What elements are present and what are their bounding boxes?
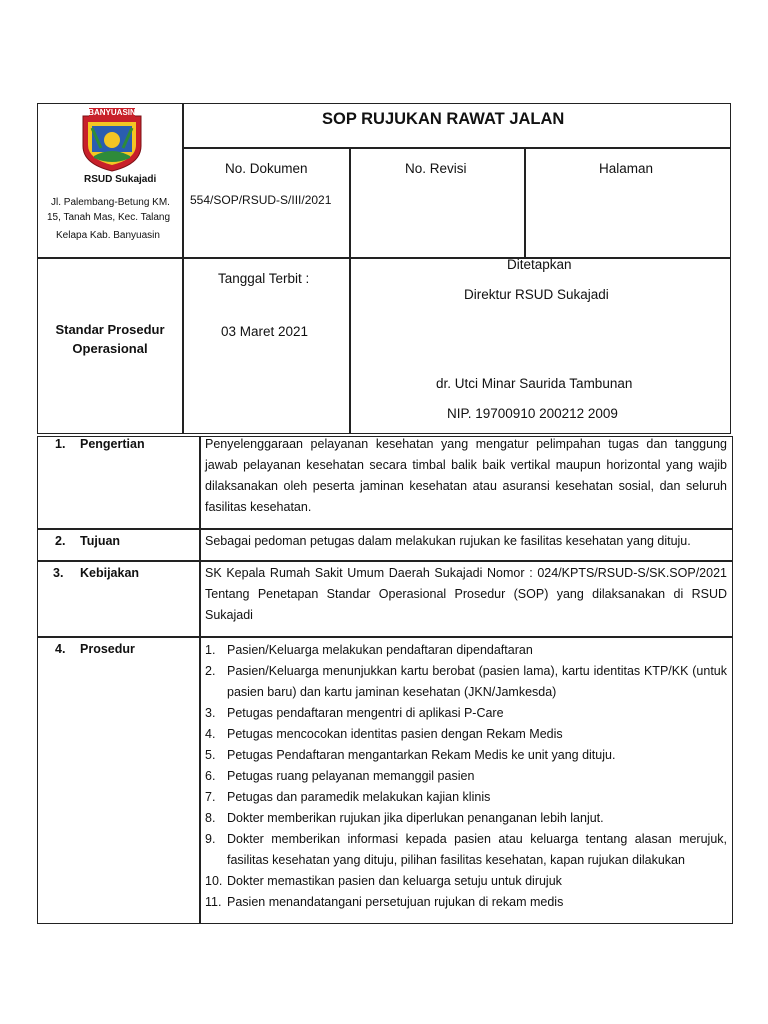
section-label-prosedur: Prosedur: [80, 642, 135, 656]
procedure-step: [205, 745, 727, 766]
hospital-logo: [79, 108, 145, 172]
section-label-pengertian: Pengertian: [80, 437, 145, 451]
procedure-step: [205, 661, 727, 703]
kebijakan-text: SK Kepala Rumah Sakit Umum Daerah Sukajadi Nomor : 024/KPTS/RSUD-S/SK.SOP/2021 Tentang Penetapan Standar Operasional Prosedur (SOP) yang dilaksanakan di RSUD Sukajadi: [205, 566, 727, 622]
procedure-step-text: Petugas mencocokan identitas pasien dengan Rekam Medis: [227, 727, 563, 741]
procedure-step-number: 3.: [205, 706, 216, 720]
section-number: 1.: [55, 437, 66, 451]
procedure-step-number: 11.: [205, 895, 222, 909]
hospital-name: RSUD Sukajadi: [84, 174, 157, 185]
procedure-step-number: 7.: [205, 790, 216, 804]
header-divider: [349, 148, 351, 434]
procedure-step-number: 5.: [205, 748, 216, 762]
procedure-step: [205, 724, 727, 745]
procedure-steps-list: [205, 640, 727, 913]
director-title: Direktur RSUD Sukajadi: [464, 287, 609, 302]
document-title: SOP RUJUKAN RAWAT JALAN: [322, 110, 565, 128]
content-divider: [37, 636, 733, 638]
section-number: 3.: [53, 566, 64, 580]
procedure-step-number: 2.: [205, 664, 216, 678]
revision-label: No. Revisi: [405, 161, 467, 176]
director-name: dr. Utci Minar Saurida Tambunan: [436, 376, 633, 391]
address-line-3: Kelapa Kab. Banyuasin: [56, 230, 160, 241]
procedure-step: [205, 787, 727, 808]
procedure-step: [205, 829, 727, 871]
procedure-step-text: Dokter memberikan informasi kepada pasien atau keluarga tentang alasan merujuk, fasilitas kesehatan yang dituju, pilihan fasilitas kesehatan, kapan rujukan dilakukan: [227, 832, 727, 867]
section-number: 2.: [55, 534, 66, 548]
section-label-tujuan: Tujuan: [80, 534, 121, 548]
sop-label-line1: Standar Prosedur: [55, 322, 165, 337]
procedure-step: [205, 892, 727, 913]
content-divider: [199, 436, 201, 924]
procedure-step-text: Petugas pendaftaran mengentri di aplikasi P-Care: [227, 706, 504, 720]
procedure-step: [205, 766, 727, 787]
procedure-step-text: Dokter memberikan rujukan jika diperlukan penanganan lebih lanjut.: [227, 811, 604, 825]
tujuan-text: Sebagai pedoman petugas dalam melakukan rujukan ke fasilitas kesehatan yang dituju.: [205, 534, 691, 548]
procedure-step-number: 9.: [205, 832, 216, 846]
procedure-step: [205, 703, 727, 724]
doc-number-value: 554/SOP/RSUD-S/III/2021: [190, 193, 332, 207]
section-label-kebijakan: Kebijakan: [80, 566, 140, 580]
header-divider: [182, 103, 184, 434]
procedure-step-number: 1.: [205, 643, 216, 657]
procedure-step: [205, 808, 727, 829]
procedure-step-number: 8.: [205, 811, 216, 825]
established-label: Ditetapkan: [507, 257, 572, 272]
procedure-step-number: 6.: [205, 769, 216, 783]
issue-date-label: Tanggal Terbit :: [218, 271, 310, 286]
procedure-step-number: 10.: [205, 874, 223, 888]
header-divider: [524, 148, 526, 257]
procedure-step-text: Petugas ruang pelayanan memanggil pasien: [227, 769, 475, 783]
procedure-step-text: Pasien/Keluarga menunjukkan kartu berobat (pasien lama), kartu identitas KTP/KK (untuk pasien baru) dan kartu jaminan kesehatan (JKN/Jamkesda): [227, 664, 727, 699]
procedure-step: [205, 871, 727, 892]
content-divider: [37, 528, 733, 530]
logo-text: BANYUASIN: [88, 108, 136, 117]
procedure-step-text: Pasien/Keluarga melakukan pendaftaran dipendaftaran: [227, 643, 533, 657]
procedure-step-number: 4.: [205, 727, 216, 741]
procedure-step-text: Pasien menandatangani persetujuan rujukan di rekam medis: [227, 895, 564, 909]
issue-date-value: 03 Maret 2021: [221, 324, 309, 339]
procedure-step-text: Petugas dan paramedik melakukan kajian klinis: [227, 790, 491, 804]
doc-number-label: No. Dokumen: [225, 161, 308, 176]
header-divider: [37, 257, 731, 259]
procedure-step-text: Dokter memastikan pasien dan keluarga setuju untuk dirujuk: [227, 874, 562, 888]
page-label: Halaman: [599, 161, 654, 176]
address-line-1: Jl. Palembang-Betung KM.: [51, 197, 170, 208]
section-number: 4.: [55, 642, 66, 656]
director-nip: NIP. 19700910 200212 2009: [447, 406, 618, 421]
sop-label-line2: Operasional: [72, 341, 148, 356]
content-divider: [37, 560, 733, 562]
header-divider: [182, 147, 731, 149]
address-line-2: 15, Tanah Mas, Kec. Talang: [47, 212, 171, 223]
pengertian-text: Penyelenggaraan pelayanan kesehatan yang mengatur pelimpahan tugas dan tanggung jawab pelayanan kesehatan secara timbal balik baik vertikal maupun horizontal yang wajib dilaksanakan oleh peserta jaminan kesehatan atau asuransi kesehatan sosial, dan seluruh fasilitas kesehatan.: [205, 437, 727, 514]
procedure-step-text: Petugas Pendaftaran mengantarkan Rekam Medis ke unit yang dituju.: [227, 748, 616, 762]
procedure-step: [205, 640, 727, 661]
